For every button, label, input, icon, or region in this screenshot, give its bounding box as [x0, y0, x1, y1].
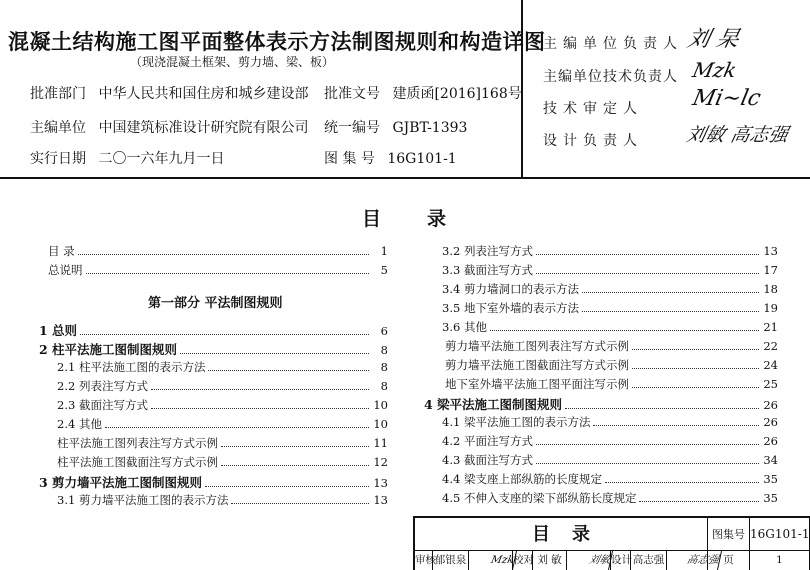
approval-doc-row — [324, 83, 522, 103]
atlas-no-cell: 16G101-1 — [750, 518, 810, 551]
approval-dept-label: 批准部门 — [30, 86, 86, 102]
proofreader-signature: 刘敏 — [567, 551, 611, 570]
part-one-title: 第一部分 平法制图规则 — [148, 296, 283, 311]
effective-date-value: 二〇一六年九月一日 — [98, 151, 225, 167]
proofread-label: 校对 — [513, 551, 533, 570]
toc-entry[interactable]: 总说明 5 — [48, 263, 388, 277]
review-label: 审核 — [415, 551, 433, 570]
toc-entry[interactable]: 3.3 截面注写方式 17 — [442, 263, 778, 277]
toc-entry[interactable]: 3 剪力墙平法施工图制图规则 13 — [39, 475, 388, 490]
toc-entry[interactable]: 4 梁平法施工图制图规则 26 — [424, 397, 778, 412]
toc-entry[interactable]: 4.5 不伸入支座的梁下部纵筋长度规定 35 — [442, 491, 778, 505]
unified-no-label: 统一编号 — [324, 120, 380, 136]
signature-design-head: 刘敏 高志强 — [684, 124, 791, 146]
signature-chief-unit-tech-head: Mzk — [690, 58, 739, 82]
title-block-title: 目录 — [415, 518, 708, 551]
toc-entry[interactable]: 2.1 柱平法施工图的表示方法 8 — [57, 360, 388, 374]
unified-no-value: GJBT-1393 — [392, 120, 468, 136]
toc-entry[interactable]: 柱平法施工图列表注写方式示例 11 — [57, 436, 388, 450]
toc-entry[interactable]: 2.4 其他 10 — [57, 417, 388, 431]
toc-entry[interactable]: 剪力墙平法施工图列表注写方式示例 22 — [445, 339, 778, 353]
page-label: 页 — [708, 551, 750, 570]
toc-entry[interactable]: 4.4 梁支座上部纵筋的长度规定 35 — [442, 472, 778, 486]
toc-entry[interactable]: 3.4 剪力墙洞口的表示方法 18 — [442, 282, 778, 296]
proofreader-name: 刘 敏 — [533, 551, 567, 570]
toc-entry[interactable]: 3.1 剪力墙平法施工图的表示方法 13 — [57, 493, 388, 507]
toc-entry[interactable]: 2.2 列表注写方式 8 — [57, 379, 388, 393]
effective-date-row — [30, 148, 224, 168]
toc-entry[interactable]: 目 录 1 — [48, 244, 388, 258]
toc-entry[interactable]: 剪力墙平法施工图截面注写方式示例 24 — [445, 358, 778, 372]
reviewer-name: 郁银泉 — [433, 551, 469, 570]
role-design-head: 设计负责人 — [543, 133, 643, 149]
toc-entry[interactable]: 1 总则 6 — [39, 323, 388, 338]
role-technical-reviewer: 技术审定人 — [543, 101, 643, 117]
toc-entry[interactable]: 2 柱平法施工图制图规则 8 — [39, 342, 388, 357]
atlas-no-label-cell: 图集号 — [708, 518, 750, 551]
toc-entry[interactable]: 地下室外墙平法施工图平面注写示例 25 — [445, 377, 778, 391]
designer-name: 高志强 — [631, 551, 667, 570]
header-info-panel — [0, 0, 546, 179]
toc-entry[interactable]: 2.3 截面注写方式 10 — [57, 398, 388, 412]
editor-unit-label: 主编单位 — [30, 120, 86, 136]
signature-technical-reviewer: Mi~lc — [690, 86, 764, 111]
toc-entry[interactable]: 柱平法施工图截面注写方式示例 12 — [57, 455, 388, 469]
toc-entry[interactable]: 4.3 截面注写方式 34 — [442, 453, 778, 467]
approval-doc-value: 建质函[2016]168号 — [392, 86, 522, 102]
atlas-no-value: 16G101-1 — [387, 151, 457, 167]
responsible-persons-panel — [525, 0, 810, 179]
approval-doc-label: 批准文号 — [324, 86, 380, 102]
reviewer-signature: Mzk — [469, 551, 513, 570]
role-chief-unit-tech-head: 主编单位技术负责人 — [543, 69, 678, 85]
title-block — [413, 516, 810, 570]
role-chief-unit-head: 主编单位负责人 — [543, 36, 683, 52]
drawing-header — [0, 0, 810, 179]
approval-dept-row — [30, 83, 308, 103]
toc-entry[interactable]: 3.2 列表注写方式 13 — [442, 244, 778, 258]
toc-entry[interactable]: 3.6 其他 21 — [442, 320, 778, 334]
designer-signature: 高志强 — [667, 551, 708, 570]
editor-unit-row — [30, 117, 308, 137]
toc-entry[interactable]: 4.1 梁平法施工图的表示方法 26 — [442, 415, 778, 429]
atlas-no-row — [324, 148, 457, 168]
approval-dept-value: 中华人民共和国住房和城乡建设部 — [98, 86, 309, 102]
editor-unit-value: 中国建筑标准设计研究院有限公司 — [98, 120, 309, 136]
unified-no-row — [324, 117, 467, 137]
toc-entry[interactable]: 4.2 平面注写方式 26 — [442, 434, 778, 448]
atlas-subtitle: （现浇混凝土框架、剪力墙、梁、板） — [130, 55, 335, 69]
atlas-no-label: 图 集 号 — [324, 151, 375, 167]
toc-heading: 目录 — [362, 208, 493, 230]
design-label: 设计 — [611, 551, 631, 570]
toc-entry[interactable]: 3.5 地下室外墙的表示方法 19 — [442, 301, 778, 315]
title-block-signoff-row — [415, 551, 810, 570]
atlas-title: 混凝土结构施工图平面整体表示方法制图规则和构造详图 — [8, 29, 546, 54]
page-number: 1 — [750, 551, 810, 570]
effective-date-label: 实行日期 — [30, 151, 86, 167]
signature-chief-unit-head: 刘 杲 — [684, 27, 742, 52]
